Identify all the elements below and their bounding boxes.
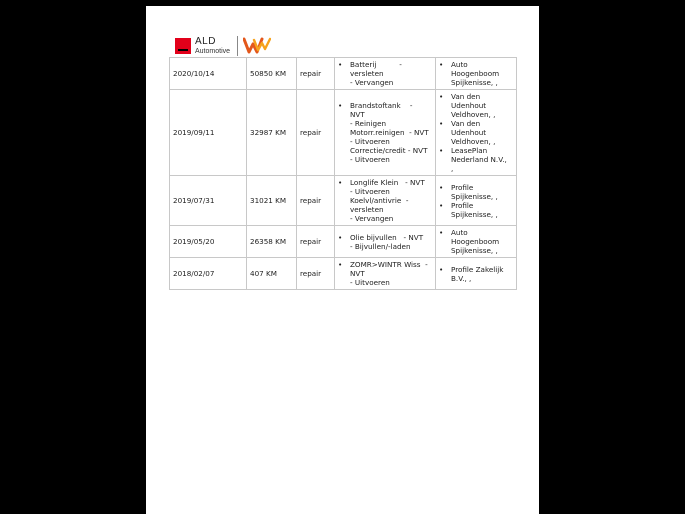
list-item-text: Spijkenisse, , [451,191,498,201]
list-item-text: - Uitvoeren [350,155,390,164]
ald-automotive-logo [175,36,230,56]
list-item [338,260,432,269]
work-cell [335,58,436,90]
w-brand-logo-icon [243,36,271,56]
ald-logo-mark-icon [175,38,191,54]
type-cell: repair [297,226,335,258]
list-item-text: NVT [350,269,365,278]
list-item [439,119,513,128]
table-row [170,90,517,176]
bullet-icon: • [439,92,444,101]
maintenance-history-table [169,57,517,290]
list-item-text: ZOMR>WINTR Wiss - [350,260,428,269]
list-item-text: - Reinigen [350,119,387,128]
mileage-cell: 50850 KM [247,58,297,90]
list-item-text: Auto [451,60,468,69]
dealer-cell [436,176,517,226]
mileage-cell: 31021 KM [247,176,297,226]
list-item-text: Olie bijvullen - NVT [350,232,424,242]
list-item-text: Van den [451,92,481,101]
list-item-text: Auto [451,228,468,237]
list-item-text: Veldhoven, , [451,137,496,146]
list-item-text: - Uitvoeren [350,278,390,287]
list-item-text: Motorr.reinigen - NVT [350,128,429,137]
list-item-text: Profile Zakelijk [451,264,504,274]
bullet-icon: • [439,264,444,274]
list-item-text: Van den [451,119,481,128]
list-item-text: Profile [451,182,474,192]
list-item-text: - Uitvoeren [350,137,390,146]
list-item [439,201,513,210]
table-row [170,176,517,226]
list-item [338,233,432,242]
date-cell: 2020/10/14 [170,58,247,90]
list-item-text: Correctie/credit - NVT [350,146,428,155]
work-cell [335,176,436,226]
date-cell: 2018/02/07 [170,258,247,290]
list-item-text: Hoogenboom [451,237,500,246]
bullet-icon: • [439,182,444,192]
dealer-cell [436,258,517,290]
bullet-icon: • [439,228,444,237]
mileage-cell: 32987 KM [247,90,297,176]
list-item-text: Nederland N.V., [451,155,507,164]
list-item [439,228,513,237]
table-row [170,258,517,290]
list-item [439,92,513,101]
list-item-text: Veldhoven, , [451,110,496,119]
document-page [146,6,539,514]
list-item-text: Batterij - [350,60,402,69]
list-item-text: versleten [350,205,384,214]
list-item [439,60,513,69]
bullet-icon: • [439,146,444,155]
list-item-text: versleten [350,69,384,78]
bullet-icon: • [439,119,444,128]
bullet-icon: • [338,60,343,69]
list-item-text: Spijkenisse, , [451,78,498,87]
list-item [338,60,432,69]
type-cell: repair [297,176,335,226]
list-item-text: - Uitvoeren [350,187,390,196]
date-cell: 2019/07/31 [170,176,247,226]
bullet-icon: • [338,260,343,269]
bullet-icon: • [338,232,343,242]
list-item-text: , [451,164,454,173]
type-cell: repair [297,258,335,290]
ald-logo-subtitle: Automotive [195,48,231,55]
type-cell: repair [297,58,335,90]
work-cell [335,226,436,258]
list-item [439,146,513,155]
bullet-icon: • [338,101,343,110]
ald-logo-name: ALD [195,36,216,47]
list-item-text: LeasePlan [451,146,488,155]
list-item [439,265,513,274]
list-item-text: Profile [451,200,474,210]
mileage-cell: 407 KM [247,258,297,290]
list-item-text: Spijkenisse, , [451,209,498,219]
list-item-text: Hoogenboom [451,69,500,78]
table-row [170,58,517,90]
list-item-text: - Vervangen [350,78,394,87]
list-item-text: Longlife Klein - NVT [350,178,425,187]
date-cell: 2019/09/11 [170,90,247,176]
list-item-text: B.V., , [451,273,472,283]
list-item-text: Udenhout [451,128,487,137]
date-cell: 2019/05/20 [170,226,247,258]
work-cell [335,90,436,176]
type-cell: repair [297,90,335,176]
bullet-icon: • [338,178,343,187]
list-item [338,178,432,187]
dealer-cell [436,226,517,258]
list-item-text: Brandstoftank - [350,101,413,110]
list-item [338,101,432,110]
list-item-text: NVT [350,110,365,119]
list-item-text: - Bijvullen/-laden [350,241,411,251]
list-item-text: - Vervangen [350,214,394,223]
mileage-cell: 26358 KM [247,226,297,258]
bullet-icon: • [439,200,444,210]
dealer-cell [436,90,517,176]
list-item-text: Udenhout [451,101,487,110]
bullet-icon: • [439,60,444,69]
table-row [170,226,517,258]
list-item [439,183,513,192]
list-item-text: Spijkenisse, , [451,246,498,255]
list-item-text: Koelvl/antivrie - [350,196,409,205]
logo-divider [237,36,238,56]
dealer-cell [436,58,517,90]
work-cell [335,258,436,290]
